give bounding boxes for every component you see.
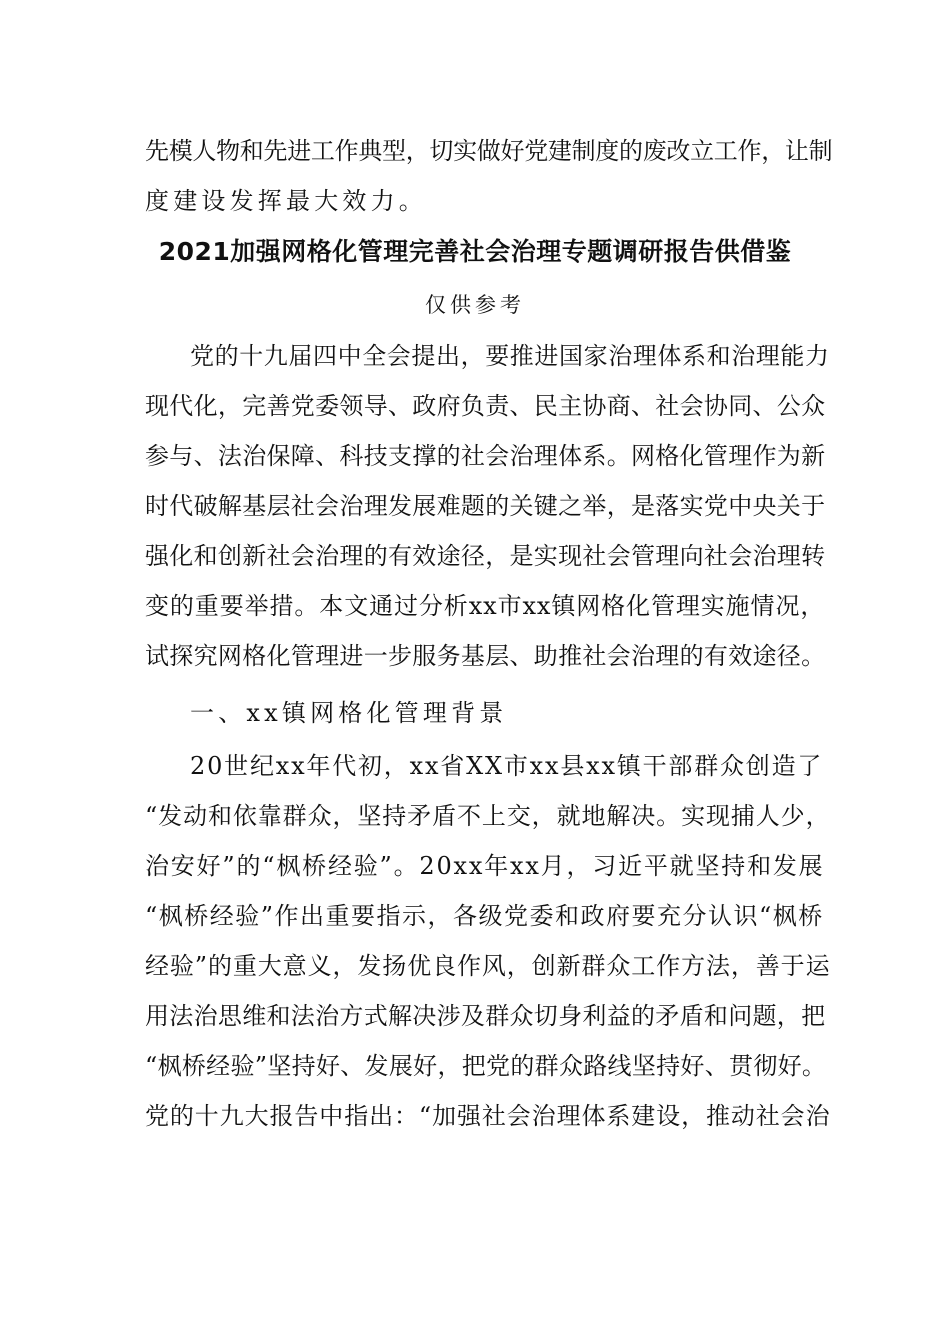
paragraph1-line-7: 试探究网格化管理进一步服务基层、助推社会治理的有效途径。 xyxy=(145,642,826,670)
document-title: 2021加强网格化管理完善社会治理专题调研报告供借鉴 xyxy=(158,237,792,266)
intro-line-1: 先模人物和先进工作典型，切实做好党建制度的废改立工作，让制 xyxy=(145,137,833,165)
paragraph2-line-3: 治安好”的“枫桥经验”。20xx年xx月，习近平就坚持和发展 xyxy=(145,852,825,880)
paragraph2-line-8: 党的十九大报告中指出：“加强社会治理体系建设，推动社会治 xyxy=(145,1102,831,1130)
section1-heading: 一、xx镇网格化管理背景 xyxy=(190,699,508,727)
paragraph1-line-6: 变的重要举措。本文通过分析xx市xx镇网格化管理实施情况， xyxy=(145,592,826,620)
paragraph1-line-4: 时代破解基层社会治理发展难题的关键之举，是落实党中央关于 xyxy=(145,492,826,520)
paragraph2-line-7: “枫桥经验”坚持好、发展好，把党的群众路线坚持好、贯彻好。 xyxy=(145,1052,827,1080)
paragraph2-line-5: 经验”的重大意义，发扬优良作风，创新群众工作方法，善于运 xyxy=(145,952,831,980)
paragraph1-line-5: 强化和创新社会治理的有效途径，是实现社会管理向社会治理转 xyxy=(145,542,826,570)
paragraph2-line-1: 20世纪xx年代初，xx省XX市xx县xx镇干部群众创造了 xyxy=(190,752,824,780)
document-subtitle: 仅供参考 xyxy=(425,293,525,317)
paragraph1-line-3: 参与、法治保障、科技支撑的社会治理体系。网格化管理作为新 xyxy=(145,442,826,470)
paragraph1-line-1: 党的十九届四中全会提出，要推进国家治理体系和治理能力 xyxy=(190,342,830,370)
paragraph2-line-4: “枫桥经验”作出重要指示，各级党委和政府要充分认识“枫桥 xyxy=(145,902,824,930)
intro-line-2: 度建设发挥最大效力。 xyxy=(145,187,427,215)
paragraph2-line-2: “发动和依靠群众，坚持矛盾不上交，就地解决。实现捕人少， xyxy=(145,802,831,830)
paragraph2-line-6: 用法治思维和法治方式解决涉及群众切身利益的矛盾和问题，把 xyxy=(145,1002,826,1030)
paragraph1-line-2: 现代化，完善党委领导、政府负责、民主协商、社会协同、公众 xyxy=(145,392,826,420)
